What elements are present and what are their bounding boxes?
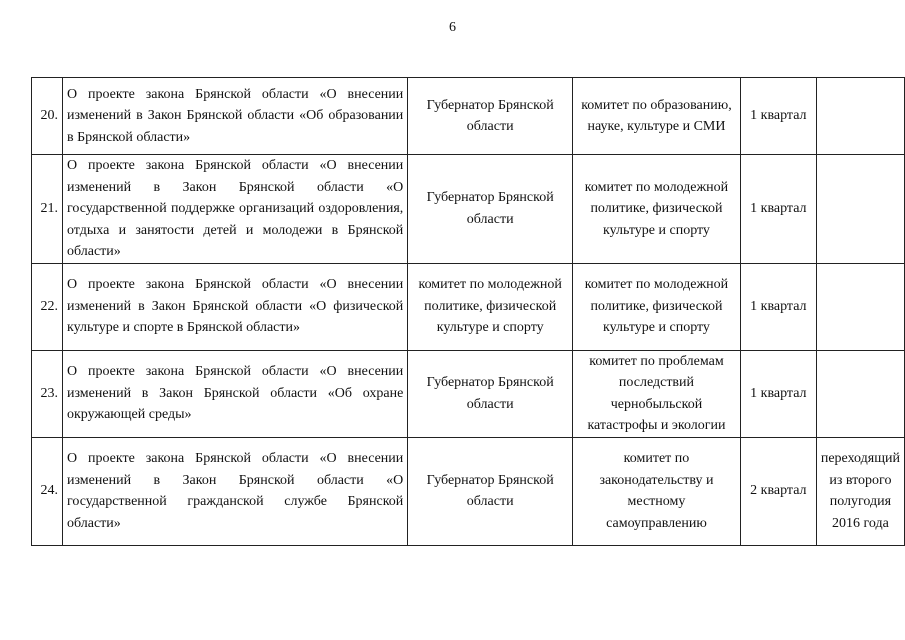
initiator-cell: Губернатор Брянской области xyxy=(408,78,573,155)
bill-title: О проекте закона Брянской области «О внесении изменений в Закон Брянской области «Об охране окружающей среды» xyxy=(62,350,407,437)
term-cell: 1 квартал xyxy=(740,350,816,437)
committee-cell: комитет по образованию, науке, культуре и СМИ xyxy=(573,78,741,155)
term-cell: 1 квартал xyxy=(740,78,816,155)
note-cell xyxy=(816,350,904,437)
table-row xyxy=(32,78,905,155)
term-cell: 1 квартал xyxy=(740,155,816,264)
table-row xyxy=(32,437,905,545)
initiator-cell: Губернатор Брянской области xyxy=(408,437,573,545)
row-number: 24. xyxy=(32,437,63,545)
bill-title: О проекте закона Брянской области «О внесении изменений в Закон Брянской области «О государственной поддержке организаций оздоровления, отдыха и занятости детей и молодежи в Брянской области» xyxy=(62,155,407,264)
table-row xyxy=(32,155,905,264)
row-number: 23. xyxy=(32,350,63,437)
committee-cell: комитет по проблемам последствий чернобыльской катастрофы и экологии xyxy=(573,350,741,437)
bill-title: О проекте закона Брянской области «О внесении изменений в Закон Брянской области «О физической культуре и спорте в Брянской области» xyxy=(62,263,407,350)
bill-title: О проекте закона Брянской области «О внесении изменений в Закон Брянской области «О государственной гражданской службе Брянской области» xyxy=(62,437,407,545)
note-cell xyxy=(816,155,904,264)
term-cell: 1 квартал xyxy=(740,263,816,350)
initiator-cell: комитет по молодежной политике, физической культуре и спорту xyxy=(408,263,573,350)
committee-cell: комитет по законодательству и местному самоуправлению xyxy=(573,437,741,545)
page-number: 6 xyxy=(449,20,456,35)
initiator-cell: Губернатор Брянской области xyxy=(408,155,573,264)
committee-cell: комитет по молодежной политике, физической культуре и спорту xyxy=(573,155,741,264)
initiator-cell: Губернатор Брянской области xyxy=(408,350,573,437)
note-cell xyxy=(816,263,904,350)
table-row xyxy=(32,263,905,350)
row-number: 20. xyxy=(32,78,63,155)
row-number: 22. xyxy=(32,263,63,350)
row-number: 21. xyxy=(32,155,63,264)
term-cell: 2 квартал xyxy=(740,437,816,545)
note-cell xyxy=(816,78,904,155)
legislative-plan-table xyxy=(31,77,905,546)
table-row xyxy=(32,350,905,437)
committee-cell: комитет по молодежной политике, физической культуре и спорту xyxy=(573,263,741,350)
note-cell: переходящий из второго полугодия 2016 года xyxy=(816,437,904,545)
bill-title: О проекте закона Брянской области «О внесении изменений в Закон Брянской области «Об образовании в Брянской области» xyxy=(62,78,407,155)
